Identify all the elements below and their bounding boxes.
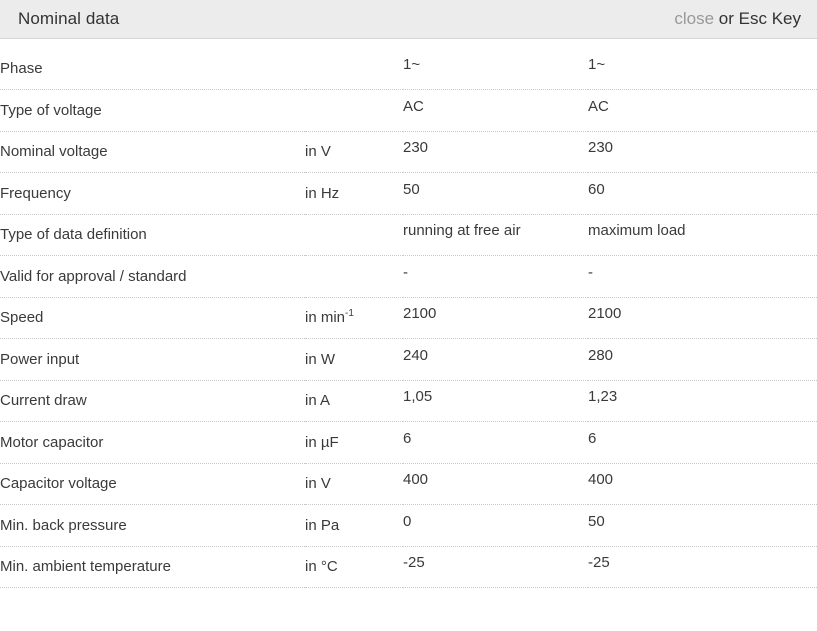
table-row — [0, 90, 817, 132]
row-value-column-1 — [403, 90, 588, 132]
row-unit-exponent: -1 — [345, 308, 354, 320]
row-value-column-2 — [588, 339, 817, 381]
row-label: Nominal voltage — [0, 131, 305, 173]
row-value-1-text: 400 — [403, 471, 429, 489]
row-value-column-1 — [403, 214, 588, 256]
row-value-column-2 — [588, 297, 817, 339]
row-value-column-1 — [403, 131, 588, 173]
row-value-column-1 — [403, 463, 588, 505]
row-label: Frequency — [0, 173, 305, 215]
row-value-1-text: - — [403, 263, 408, 281]
row-value-1-text: 1~ — [403, 56, 421, 73]
row-unit: in W — [305, 339, 403, 381]
row-value-1-text: 1,05 — [403, 388, 433, 406]
row-unit-text: in min — [305, 309, 346, 327]
row-value-1-text: AC — [403, 97, 424, 115]
row-value-column-1 — [403, 256, 588, 298]
row-value-2-text: 1~ — [588, 56, 606, 73]
row-value-2-text: 50 — [588, 512, 605, 530]
row-value-column-2 — [588, 48, 817, 90]
row-value-column-2 — [588, 131, 817, 173]
row-value-column-1 — [403, 505, 588, 547]
close-button[interactable]: close — [674, 9, 715, 28]
close-area — [674, 9, 801, 29]
row-unit: in Hz — [305, 173, 403, 215]
row-value-1-text: 240 — [403, 346, 429, 364]
row-value-2-text: 280 — [588, 346, 614, 364]
row-unit: in °C — [305, 546, 403, 588]
row-label: Valid for approval / standard — [0, 256, 305, 298]
row-value-1-text: 0 — [403, 512, 412, 530]
row-value-2-text: 2100 — [588, 305, 622, 323]
table-row — [0, 339, 817, 381]
row-unit — [305, 256, 403, 298]
table-row — [0, 422, 817, 464]
row-value-column-2 — [588, 546, 817, 588]
table-row — [0, 131, 817, 173]
table-row — [0, 463, 817, 505]
row-value-2-text: - — [588, 263, 593, 281]
row-label: Motor capacitor — [0, 422, 305, 464]
row-value-2-text: -25 — [588, 554, 610, 572]
row-value-column-2 — [588, 463, 817, 505]
row-value-column-2 — [588, 422, 817, 464]
row-label: Capacitor voltage — [0, 463, 305, 505]
row-unit: in V — [305, 463, 403, 505]
row-unit — [305, 214, 403, 256]
table-row — [0, 173, 817, 215]
table-row — [0, 297, 817, 339]
row-value-column-2 — [588, 214, 817, 256]
row-label: Phase — [0, 48, 305, 90]
row-value-1-text: 50 — [403, 180, 420, 198]
row-value-2-text: 400 — [588, 471, 614, 489]
row-value-2-text: 6 — [588, 429, 597, 447]
row-label: Speed — [0, 297, 305, 339]
table-row — [0, 256, 817, 298]
table-row — [0, 214, 817, 256]
table-row — [0, 48, 817, 90]
row-value-column-2 — [588, 380, 817, 422]
row-unit: in Pa — [305, 505, 403, 547]
row-value-2-text: 230 — [588, 139, 614, 157]
row-value-2-text: AC — [588, 97, 609, 115]
row-value-column-1 — [403, 380, 588, 422]
row-unit — [305, 297, 403, 339]
row-value-column-1 — [403, 339, 588, 381]
row-value-2-text: 60 — [588, 180, 605, 198]
row-value-1-text: -25 — [403, 554, 425, 572]
row-label: Type of voltage — [0, 90, 305, 132]
row-value-2-text: 1,23 — [588, 388, 618, 406]
row-value-column-2 — [588, 505, 817, 547]
row-unit: in A — [305, 380, 403, 422]
row-value-column-1 — [403, 173, 588, 215]
table-row — [0, 546, 817, 588]
row-value-column-2 — [588, 90, 817, 132]
row-value-1-text: 6 — [403, 429, 412, 447]
row-unit: in µF — [305, 422, 403, 464]
row-value-1-text: running at free air — [403, 222, 521, 240]
table-row — [0, 505, 817, 547]
table-body — [0, 48, 817, 588]
row-value-column-1 — [403, 48, 588, 90]
row-label: Min. ambient temperature — [0, 546, 305, 588]
row-value-column-1 — [403, 422, 588, 464]
row-label: Type of data definition — [0, 214, 305, 256]
panel-titlebar — [0, 0, 817, 39]
row-label: Power input — [0, 339, 305, 381]
row-label: Current draw — [0, 380, 305, 422]
nominal-data-table — [0, 48, 817, 588]
row-value-1-text: 2100 — [403, 305, 437, 323]
row-value-column-1 — [403, 297, 588, 339]
row-unit: in V — [305, 131, 403, 173]
row-unit — [305, 90, 403, 132]
row-value-2-text: maximum load — [588, 222, 686, 240]
row-value-1-text: 230 — [403, 139, 429, 157]
table-row — [0, 380, 817, 422]
close-hint-text: or Esc Key — [714, 9, 801, 28]
row-value-column-1 — [403, 546, 588, 588]
page-title: Nominal data — [18, 9, 120, 28]
row-unit — [305, 48, 403, 90]
row-label: Min. back pressure — [0, 505, 305, 547]
row-value-column-2 — [588, 173, 817, 215]
row-value-column-2 — [588, 256, 817, 298]
